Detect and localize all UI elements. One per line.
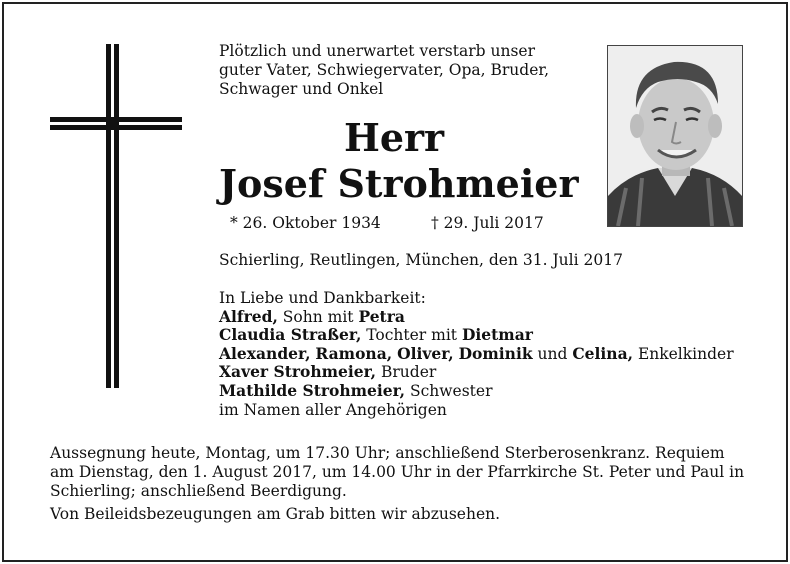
list-item: Alexander, Ramona, Oliver, Dominik und Celina, Enkelkinder <box>219 343 734 363</box>
funeral-schedule: Aussegnung heute, Montag, um 17.30 Uhr; anschließend Sterberosenkranz. Requiem am Dienstag, den 1. August 2017, um 14.00 Uhr in der Pfarrkirche St. Peter und Paul in Schierling; anschließend Beerdigung. <box>50 444 745 500</box>
intro-line: guter Vater, Schwiegervater, Opa, Bruder, <box>219 61 549 79</box>
double-line-cross-icon <box>50 44 182 388</box>
mourners-intro: In Liebe und Dankbarkeit: <box>219 289 426 307</box>
intro-text <box>219 42 589 99</box>
portrait-illustration <box>608 46 742 226</box>
intro-line: Plötzlich und unerwartet verstarb unser <box>219 42 535 60</box>
mourners-closing: im Namen aller Angehörigen <box>219 400 447 419</box>
funeral-info <box>50 444 750 528</box>
birth-date: * 26. Oktober 1934 <box>230 214 381 232</box>
place-and-date: Schierling, Reutlingen, München, den 31. Juli 2017 <box>219 251 623 269</box>
death-date: † 29. Juli 2017 <box>431 214 544 232</box>
obituary-notice <box>2 2 788 562</box>
mourners-list <box>219 289 779 419</box>
list-item: Alfred, Sohn mit Petra <box>219 306 405 326</box>
portrait-photo <box>607 45 743 227</box>
list-item: Xaver Strohmeier, Bruder <box>219 362 437 382</box>
deceased-name: Josef Strohmeier <box>219 161 579 206</box>
honorific: Herr <box>343 115 445 160</box>
list-item: Claudia Straßer, Tochter mit Dietmar <box>219 325 533 345</box>
condolence-note: Von Beileidsbezeugungen am Grab bitten wir abzusehen. <box>50 505 501 523</box>
list-item: Mathilde Strohmeier, Schwester <box>219 380 493 400</box>
intro-line: Schwager und Onkel <box>219 80 384 98</box>
